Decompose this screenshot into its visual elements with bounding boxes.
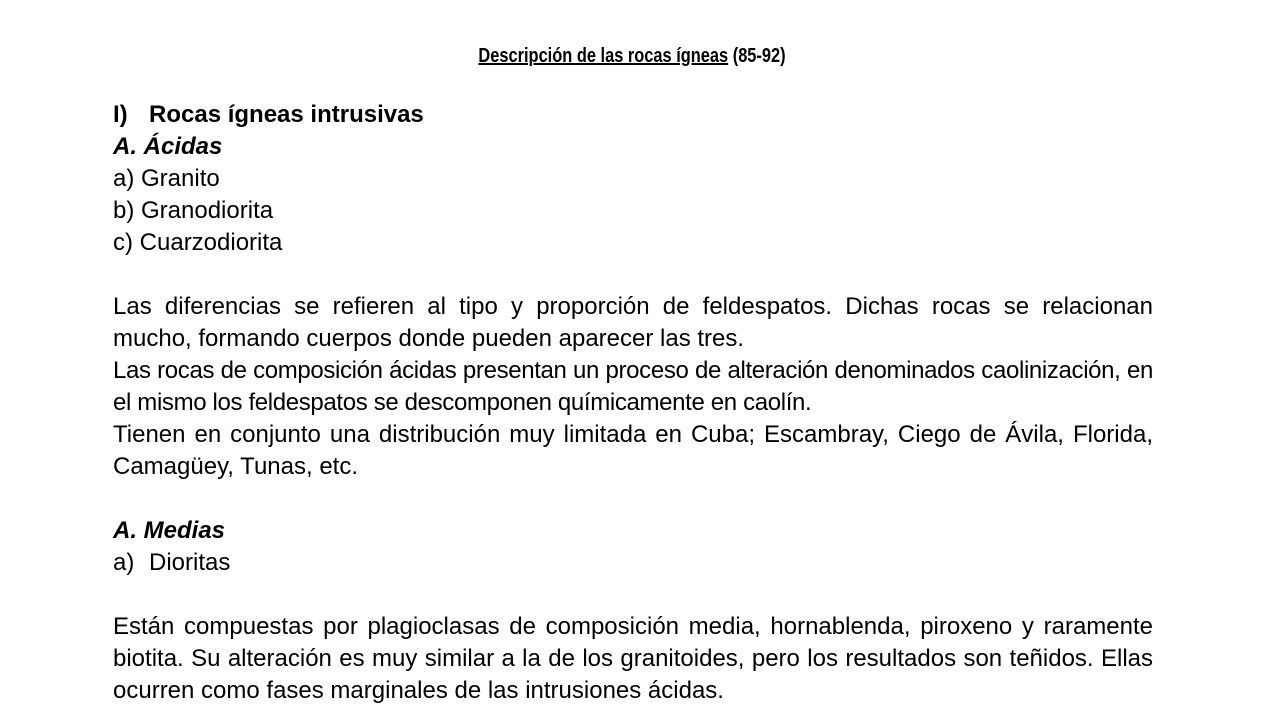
document-body [113,99,1153,707]
paragraph: Las diferencias se refieren al tipo y proporción de feldespatos. Dichas rocas se relacionan mucho, formando cuerpos donde pueden aparecer las tres. [113,293,1153,352]
paragraph: Están compuestas por plagioclasas de composición media, hornablenda, piroxeno y raramente biotita. Su alteración es muy similar a la de los granitoides, pero los resultados son teñidos. Ellas ocurren como fases marginales de las intrusiones ácidas. [113,613,1153,704]
spacer [113,259,1153,291]
list-item: a) Granito [113,165,220,192]
subheading-acidas: A. Ácidas [113,133,223,160]
section-heading [113,99,1153,131]
list-item: c) Cuarzodiorita [113,229,283,256]
subheading-medias: A. Medias [113,517,226,544]
spacer [113,579,1153,611]
list-item: b) Granodiorita [113,197,274,224]
section-heading-text: Rocas ígneas intrusivas [149,101,424,128]
spacer [113,483,1153,515]
paragraph: Las rocas de composición ácidas presentan un proceso de alteración denominados caolinización, en el mismo los feldespatos se descomponen químicamente en caolín. [113,357,1153,416]
list-item-label: Dioritas [149,549,231,576]
list-item [113,547,1153,579]
section-marker: I) [113,101,128,128]
page-title [114,44,1150,68]
title-underlined-text: Descripción de las rocas ígneas [478,45,729,67]
paragraph: Tienen en conjunto una distribución muy limitada en Cuba; Escambray, Ciego de Ávila, Florida, Camagüey, Tunas, etc. [113,421,1153,480]
title-page-range: (85-92) [728,45,786,67]
list-item-marker: a) [113,549,135,576]
